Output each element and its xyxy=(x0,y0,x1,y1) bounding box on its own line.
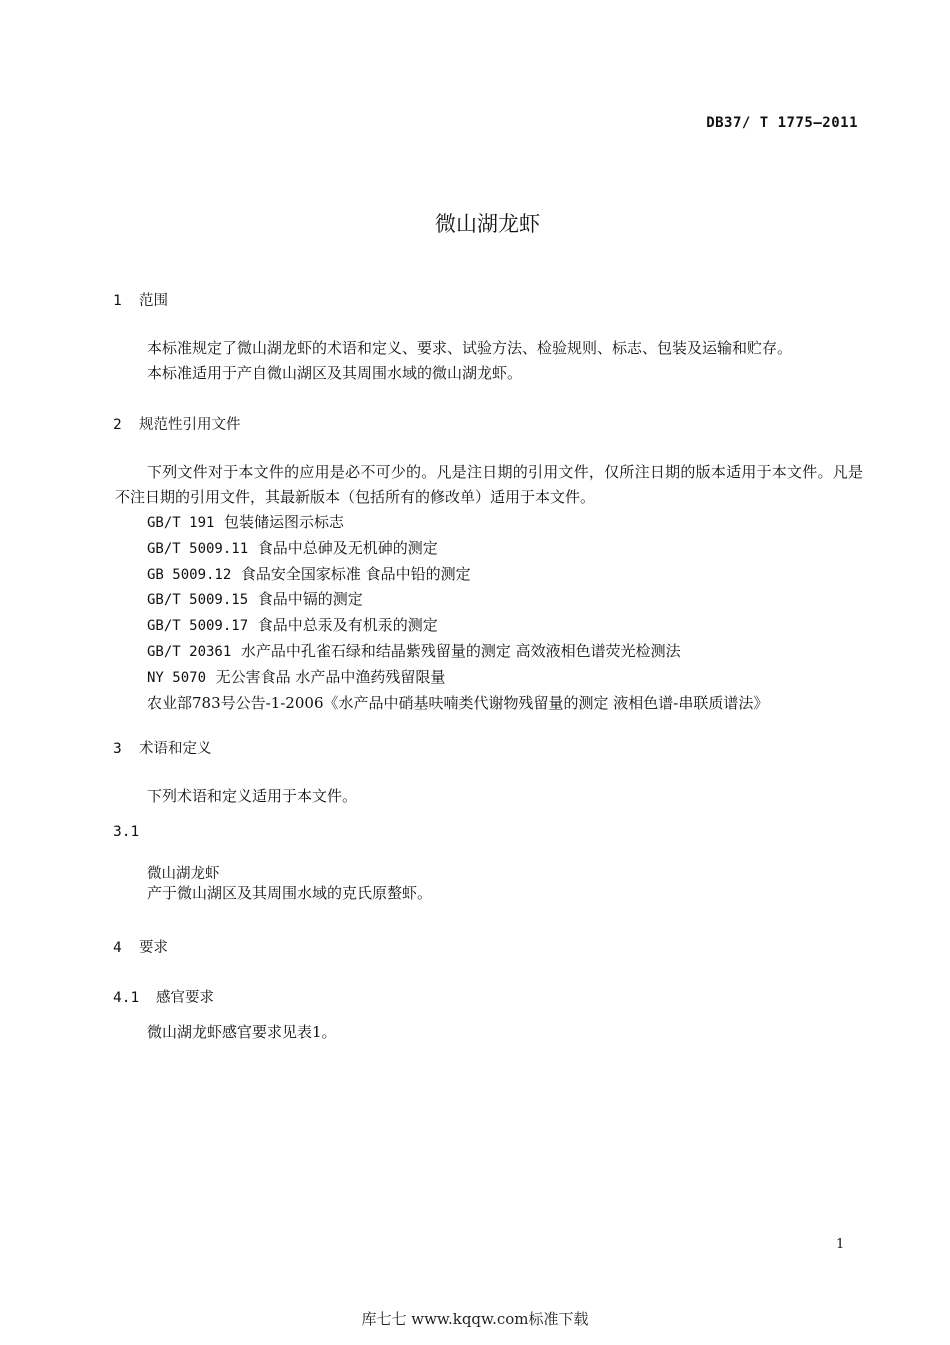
section-2-heading xyxy=(113,413,241,434)
subsection-title: 感官要求 xyxy=(156,990,214,1006)
section-4-1-text: 微山湖龙虾感官要求见表1。 xyxy=(147,1023,337,1041)
reference-name: 《水产品中硝基呋喃类代谢物残留量的测定 液相色谱-串联质谱法》 xyxy=(323,693,769,712)
term-definition: 产于微山湖区及其周围水域的克氏原螯虾。 xyxy=(147,884,433,902)
reference-item xyxy=(147,665,768,691)
reference-name: 食品中总砷及无机砷的测定 xyxy=(257,538,438,557)
reference-item xyxy=(147,691,768,716)
section-3-intro: 下列术语和定义适用于本文件。 xyxy=(147,787,358,805)
section-2-intro: 下列文件对于本文件的应用是必不可少的。凡是注日期的引用文件，仅所注日期的版本适用于本文件。凡是不注日期的引用文件，其最新版本（包括所有的修改单）适用于本文件。 xyxy=(115,463,863,506)
page-number: 1 xyxy=(836,1237,845,1252)
section-number: 2 xyxy=(113,417,122,433)
section-3-heading xyxy=(113,737,212,758)
section-number: 1 xyxy=(113,293,122,309)
reference-name: 包装储运图示标志 xyxy=(223,513,344,531)
section-title: 规范性引用文件 xyxy=(139,417,241,433)
document-title: 微山湖龙虾 xyxy=(435,212,540,236)
reference-code: GB/T 5009.11 xyxy=(147,540,249,557)
section-4-heading xyxy=(113,936,168,957)
reference-name: 食品安全国家标准 食品中铅的测定 xyxy=(240,564,471,583)
reference-code: GB 5009.12 xyxy=(147,566,232,583)
reference-code: NY 5070 xyxy=(147,669,207,686)
reference-item xyxy=(147,639,768,665)
section-1-para-1: 本标准规定了微山湖龙虾的术语和定义、要求、试验方法、检验规则、标志、包装及运输和贮存。 xyxy=(147,339,793,357)
reference-item xyxy=(147,587,768,613)
reference-code: GB/T 191 xyxy=(147,515,215,531)
section-number: 4 xyxy=(113,940,122,956)
reference-item xyxy=(147,562,768,588)
reference-item xyxy=(147,510,768,536)
section-title: 范围 xyxy=(139,293,168,309)
reference-name: 无公害食品 水产品中渔药残留限量 xyxy=(215,667,446,686)
reference-code: GB/T 5009.15 xyxy=(147,592,249,609)
subsection-4-1-heading xyxy=(113,986,214,1007)
section-1-heading xyxy=(113,289,168,310)
reference-name: 水产品中孔雀石绿和结晶紫残留量的测定 高效液相色谱荧光检测法 xyxy=(240,641,681,660)
subsection-number: 3.1 xyxy=(113,824,140,840)
reference-code: 农业部783号公告-1-2006 xyxy=(147,693,324,712)
reference-code: GB/T 20361 xyxy=(147,643,232,660)
reference-item xyxy=(147,613,768,639)
section-1-para-2: 本标准适用于产自微山湖区及其周围水域的微山湖龙虾。 xyxy=(147,364,523,382)
reference-code: GB/T 5009.17 xyxy=(147,618,249,635)
standard-code: DB37/ T 1775—2011 xyxy=(706,115,858,131)
section-number: 3 xyxy=(113,741,122,757)
section-title: 要求 xyxy=(139,940,168,956)
term-name: 微山湖龙虾 xyxy=(147,866,220,882)
subsection-3-1-number xyxy=(113,824,139,840)
download-footer: 库七七 www.kqqw.com标准下载 xyxy=(361,1310,589,1328)
reference-name: 食品中镉的测定 xyxy=(257,590,363,609)
reference-name: 食品中总汞及有机汞的测定 xyxy=(257,616,438,635)
subsection-number: 4.1 xyxy=(113,990,140,1006)
section-title: 术语和定义 xyxy=(139,741,212,757)
reference-item xyxy=(147,536,768,562)
reference-list xyxy=(147,510,768,715)
